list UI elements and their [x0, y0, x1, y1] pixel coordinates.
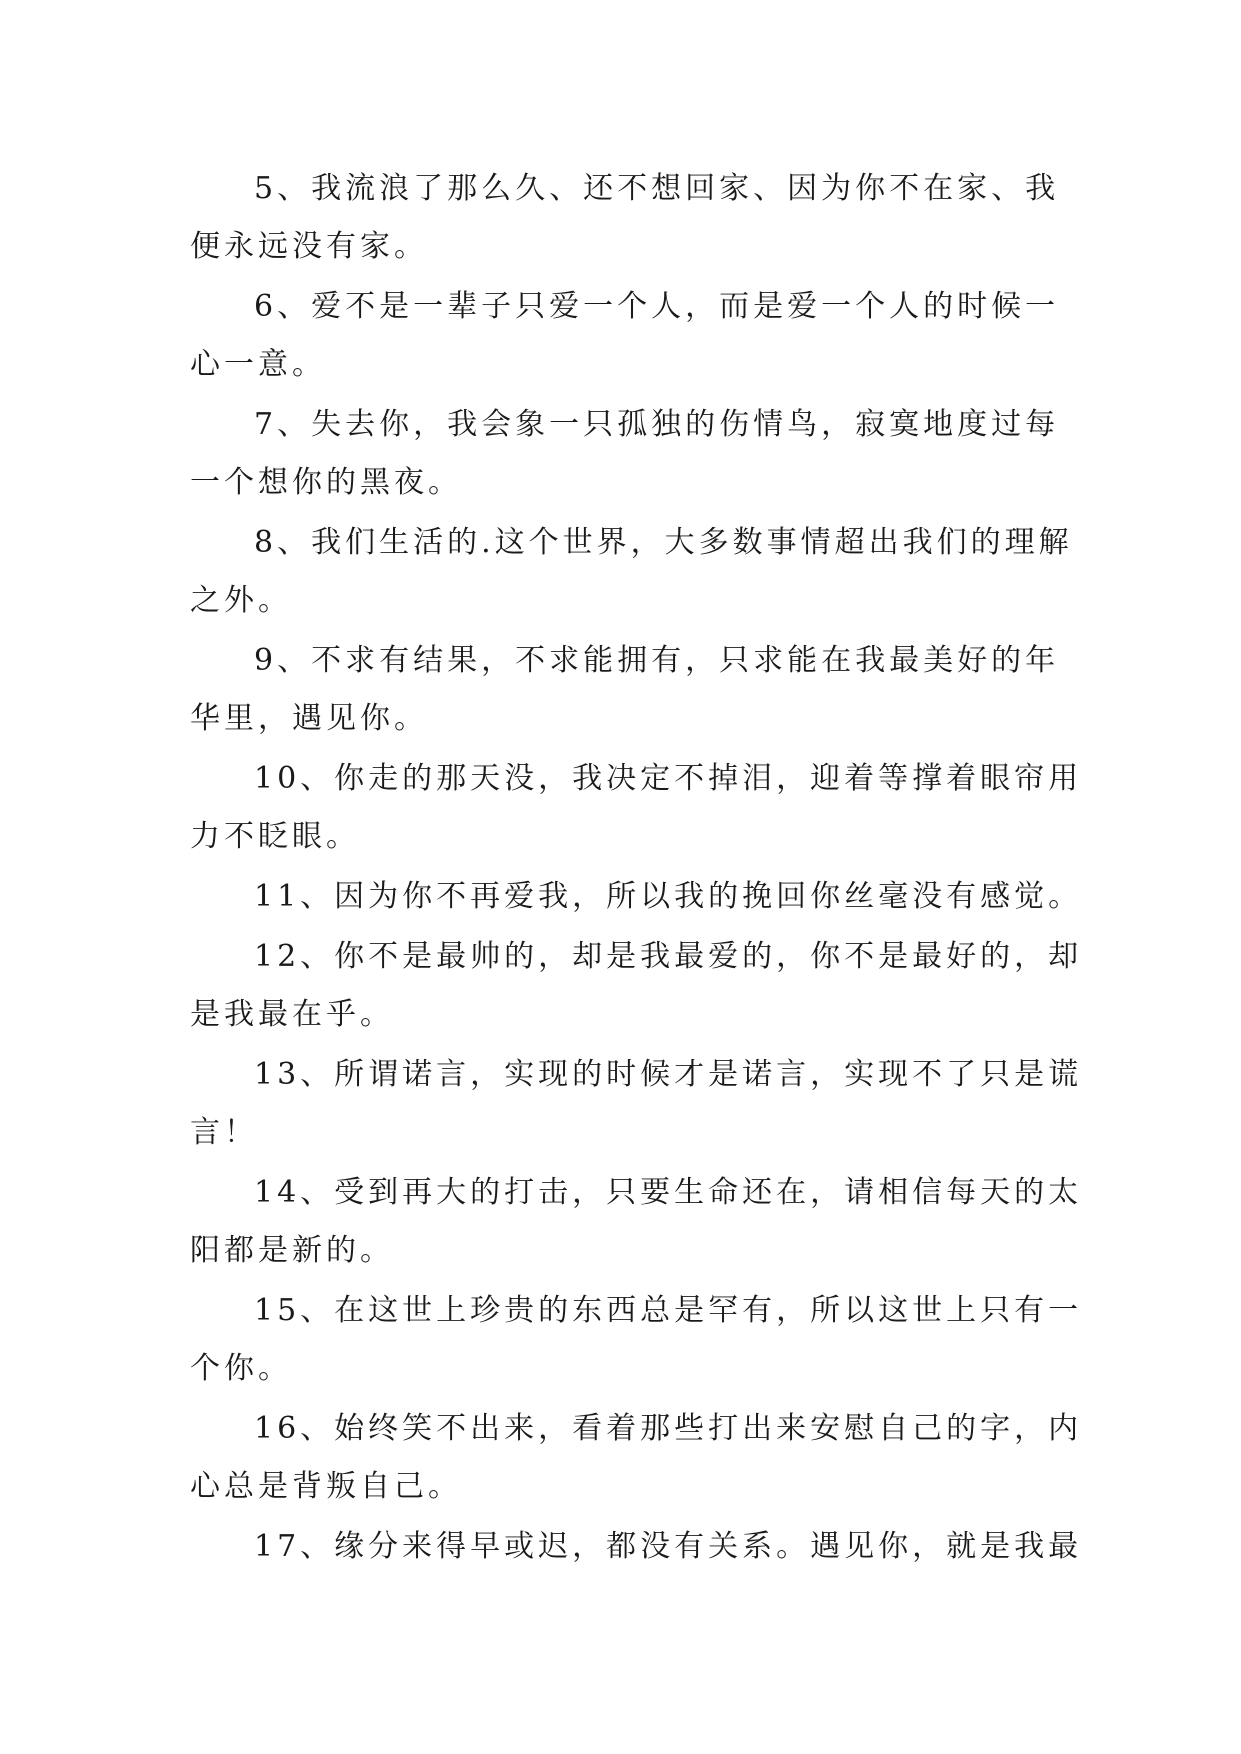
- paragraph-line: 7、失去你，我会象一只孤独的伤情鸟，寂寞地度过每: [254, 407, 1060, 442]
- paragraph-line: 12、你不是最帅的，却是我最爱的，你不是最好的，却: [254, 939, 1083, 974]
- paragraph-line: 8、我们生活的.这个世界，大多数事情超出我们的理解: [254, 525, 1073, 560]
- paragraph-6: [190, 278, 1060, 394]
- paragraph-line: 17、缘分来得早或迟，都没有关系。遇见你，就是我最: [254, 1529, 1083, 1564]
- paragraph-12: [190, 928, 1083, 1044]
- paragraph-8: [190, 514, 1073, 630]
- paragraph-line: 6、爱不是一辈子只爱一个人，而是爱一个人的时候一: [254, 289, 1060, 324]
- paragraph-line: 是我最在乎。: [190, 997, 394, 1032]
- paragraph-line: 13、所谓诺言，实现的时候才是诺言，实现不了只是谎: [254, 1057, 1083, 1092]
- paragraph-5: [190, 160, 1060, 276]
- paragraph-line: 个你。: [190, 1351, 292, 1386]
- paragraph-line: 9、不求有结果，不求能拥有，只求能在我最美好的年: [254, 643, 1060, 678]
- paragraph-13: [190, 1046, 1083, 1162]
- paragraph-7: [190, 396, 1060, 512]
- paragraph-14: [190, 1164, 1083, 1280]
- paragraph-line: 15、在这世上珍贵的东西总是罕有，所以这世上只有一: [254, 1293, 1083, 1328]
- paragraph-9: [190, 632, 1060, 748]
- paragraph-line: 14、受到再大的打击，只要生命还在，请相信每天的太: [254, 1175, 1083, 1210]
- paragraph-line: 5、我流浪了那么久、还不想回家、因为你不在家、我: [254, 171, 1060, 206]
- paragraph-line: 16、始终笑不出来，看着那些打出来安慰自己的字，内: [254, 1411, 1083, 1446]
- paragraph-line: 11、因为你不再爱我，所以我的挽回你丝毫没有感觉。: [254, 879, 1083, 914]
- paragraph-line: 华里，遇见你。: [190, 701, 428, 736]
- paragraph-line: 一个想你的黑夜。: [190, 465, 462, 500]
- paragraph-line: 言！: [190, 1115, 258, 1150]
- paragraph-line: 10、你走的那天没，我决定不掉泪，迎着等撑着眼帘用: [254, 761, 1083, 796]
- paragraph-17: [190, 1518, 1083, 1576]
- paragraph-line: 力不眨眼。: [190, 819, 360, 854]
- paragraph-line: 阳都是新的。: [190, 1233, 394, 1268]
- paragraph-line: 心总是背叛自己。: [190, 1469, 462, 1504]
- paragraph-15: [190, 1282, 1083, 1398]
- paragraph-16: [190, 1400, 1083, 1516]
- paragraph-11: [190, 868, 1083, 926]
- paragraph-line: 之外。: [190, 583, 292, 618]
- paragraph-line: 便永远没有家。: [190, 229, 428, 264]
- document-body: [190, 160, 1083, 1578]
- paragraph-10: [190, 750, 1083, 866]
- paragraph-line: 心一意。: [190, 347, 326, 382]
